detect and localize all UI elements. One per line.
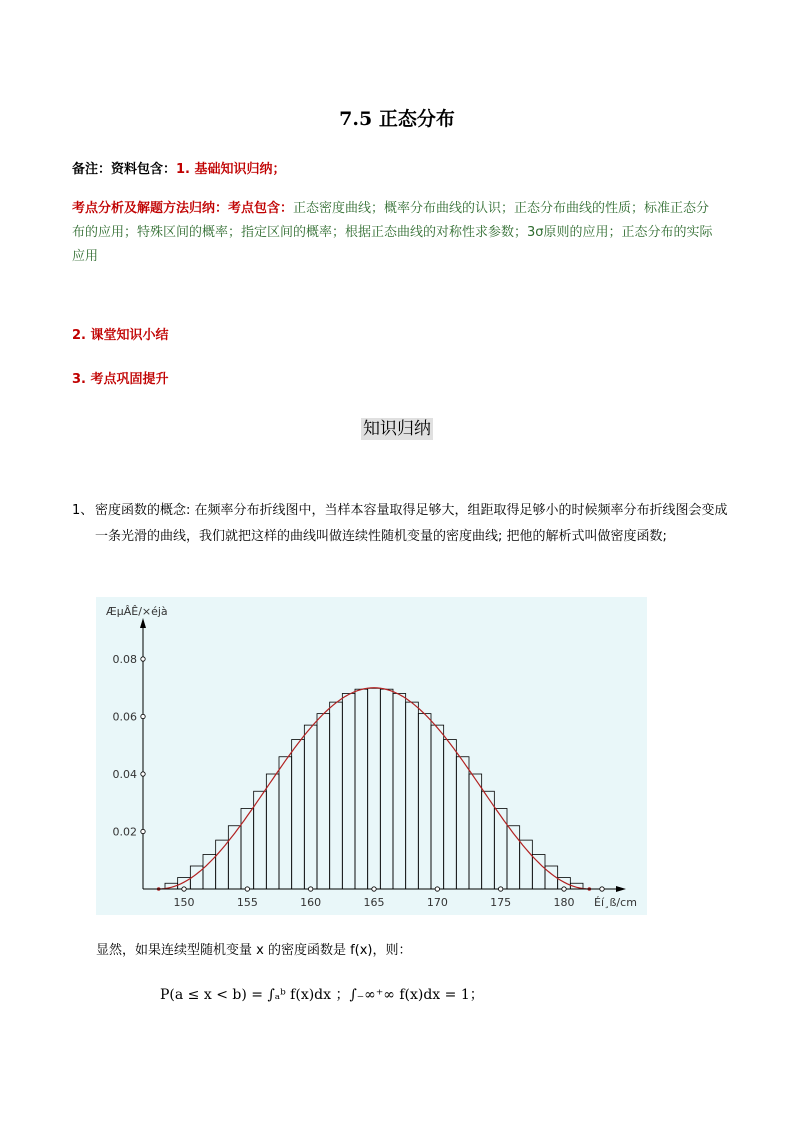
- paragraph-1-number: 1、: [72, 503, 94, 518]
- histogram-bar: [406, 702, 419, 889]
- x-tick-label: 165: [363, 896, 385, 909]
- x-tick-mark: [498, 887, 502, 891]
- density-chart: [96, 597, 647, 915]
- histogram-bar: [418, 714, 431, 889]
- formula-line: P(a ≤ x < b) = ∫ₐᵇ f(x)dx ；∫₋∞⁺∞ f(x)dx = 1；: [160, 987, 484, 1003]
- note-item-1: 1. 基础知识归纳；: [176, 162, 286, 177]
- kaodian-paragraph: [72, 197, 722, 269]
- x-axis-label: Éí¸ß/cm: [594, 896, 637, 909]
- section-item-2: 2. 课堂知识小结: [72, 328, 169, 343]
- x-tick-mark: [182, 887, 186, 891]
- y-tick-label: 0.02: [112, 825, 137, 839]
- density-curve: [159, 688, 590, 889]
- histogram-bar: [380, 689, 393, 889]
- y-axis-label: ÆµÂÊ/×éjà: [106, 605, 168, 618]
- kaodian-text: 正态密度曲线；概率分布曲线的认识；正态分布曲线的性质；标准正态分布的应用；特殊区间的概率；指定区间的概率；根据正态曲线的对称性求参数；3σ原则的应用；正态分布的实际应用: [72, 201, 713, 264]
- section-heading: 知识归纳: [363, 419, 431, 439]
- y-tick-label: 0.08: [112, 653, 137, 666]
- note-line: [72, 158, 286, 182]
- x-tick-label: 170: [426, 896, 448, 909]
- histogram-bar: [532, 855, 545, 890]
- histogram-bar: [456, 757, 469, 889]
- histogram-bar: [203, 855, 216, 890]
- x-tick-mark: [245, 887, 249, 891]
- y-tick-mark: [141, 829, 145, 833]
- histogram-bar: [393, 694, 406, 890]
- histogram-bar: [304, 725, 317, 889]
- histogram-bar: [368, 688, 381, 889]
- histogram-bar: [317, 714, 330, 889]
- histogram-bar: [469, 774, 482, 889]
- x-tick-label: 175: [490, 896, 512, 909]
- paragraph-1: [72, 498, 732, 550]
- density-chart-svg: [96, 597, 647, 915]
- histogram-bar: [330, 702, 343, 889]
- paragraph-1-text: 密度函数的概念: 在频率分布折线图中，当样本容量取得足够大，组距取得足够小的时候频率分布折线图会变成一条光滑的曲线，我们就把这样的曲线叫做连续性随机变量的密度曲线; 把他的解析式叫做密度函数;: [95, 503, 728, 544]
- y-tick-mark: [141, 714, 145, 718]
- x-tick-mark: [372, 887, 376, 891]
- kaodian-label: 考点分析及解题方法归纳：考点包含：: [72, 201, 294, 216]
- histogram-bar: [342, 694, 355, 890]
- y-axis-arrow: [140, 618, 146, 628]
- page-title: 7.5 正态分布: [339, 108, 455, 130]
- y-tick-label: 0.04: [112, 768, 137, 781]
- histogram-bar: [216, 840, 229, 889]
- x-tick-label: 160: [300, 896, 322, 909]
- x-tick-label: 150: [173, 896, 195, 909]
- x-tick-label: 155: [236, 896, 258, 909]
- after-chart-text: 显然，如果连续型随机变量 x 的密度函数是 f(x)，则：: [96, 943, 412, 958]
- histogram-bar: [520, 840, 533, 889]
- histogram-bar: [355, 689, 368, 889]
- x-tick-mark: [600, 887, 604, 891]
- histogram-bar: [431, 725, 444, 889]
- x-tick-label: 180: [553, 896, 575, 909]
- y-tick-mark: [141, 657, 145, 661]
- histogram-bar: [494, 809, 507, 890]
- section-item-3: 3. 考点巩固提升: [72, 372, 169, 387]
- x-tick-mark: [435, 887, 439, 891]
- histogram-bar: [444, 740, 457, 890]
- histogram-bar: [241, 809, 254, 890]
- histogram-bar: [228, 826, 241, 889]
- histogram-bar: [266, 774, 279, 889]
- y-tick-label: 0.06: [112, 710, 137, 724]
- histogram-bar: [507, 826, 520, 889]
- histogram-bar: [279, 757, 292, 889]
- histogram-bar: [254, 791, 267, 889]
- x-axis-arrow: [616, 886, 626, 892]
- note-label: 备注：资料包含：: [72, 162, 177, 177]
- x-tick-mark: [308, 887, 312, 891]
- histogram-bar: [292, 740, 305, 890]
- x-tick-mark: [562, 887, 566, 891]
- y-tick-mark: [141, 772, 145, 776]
- section-heading-wrap: [0, 414, 794, 439]
- histogram-bar: [482, 791, 495, 889]
